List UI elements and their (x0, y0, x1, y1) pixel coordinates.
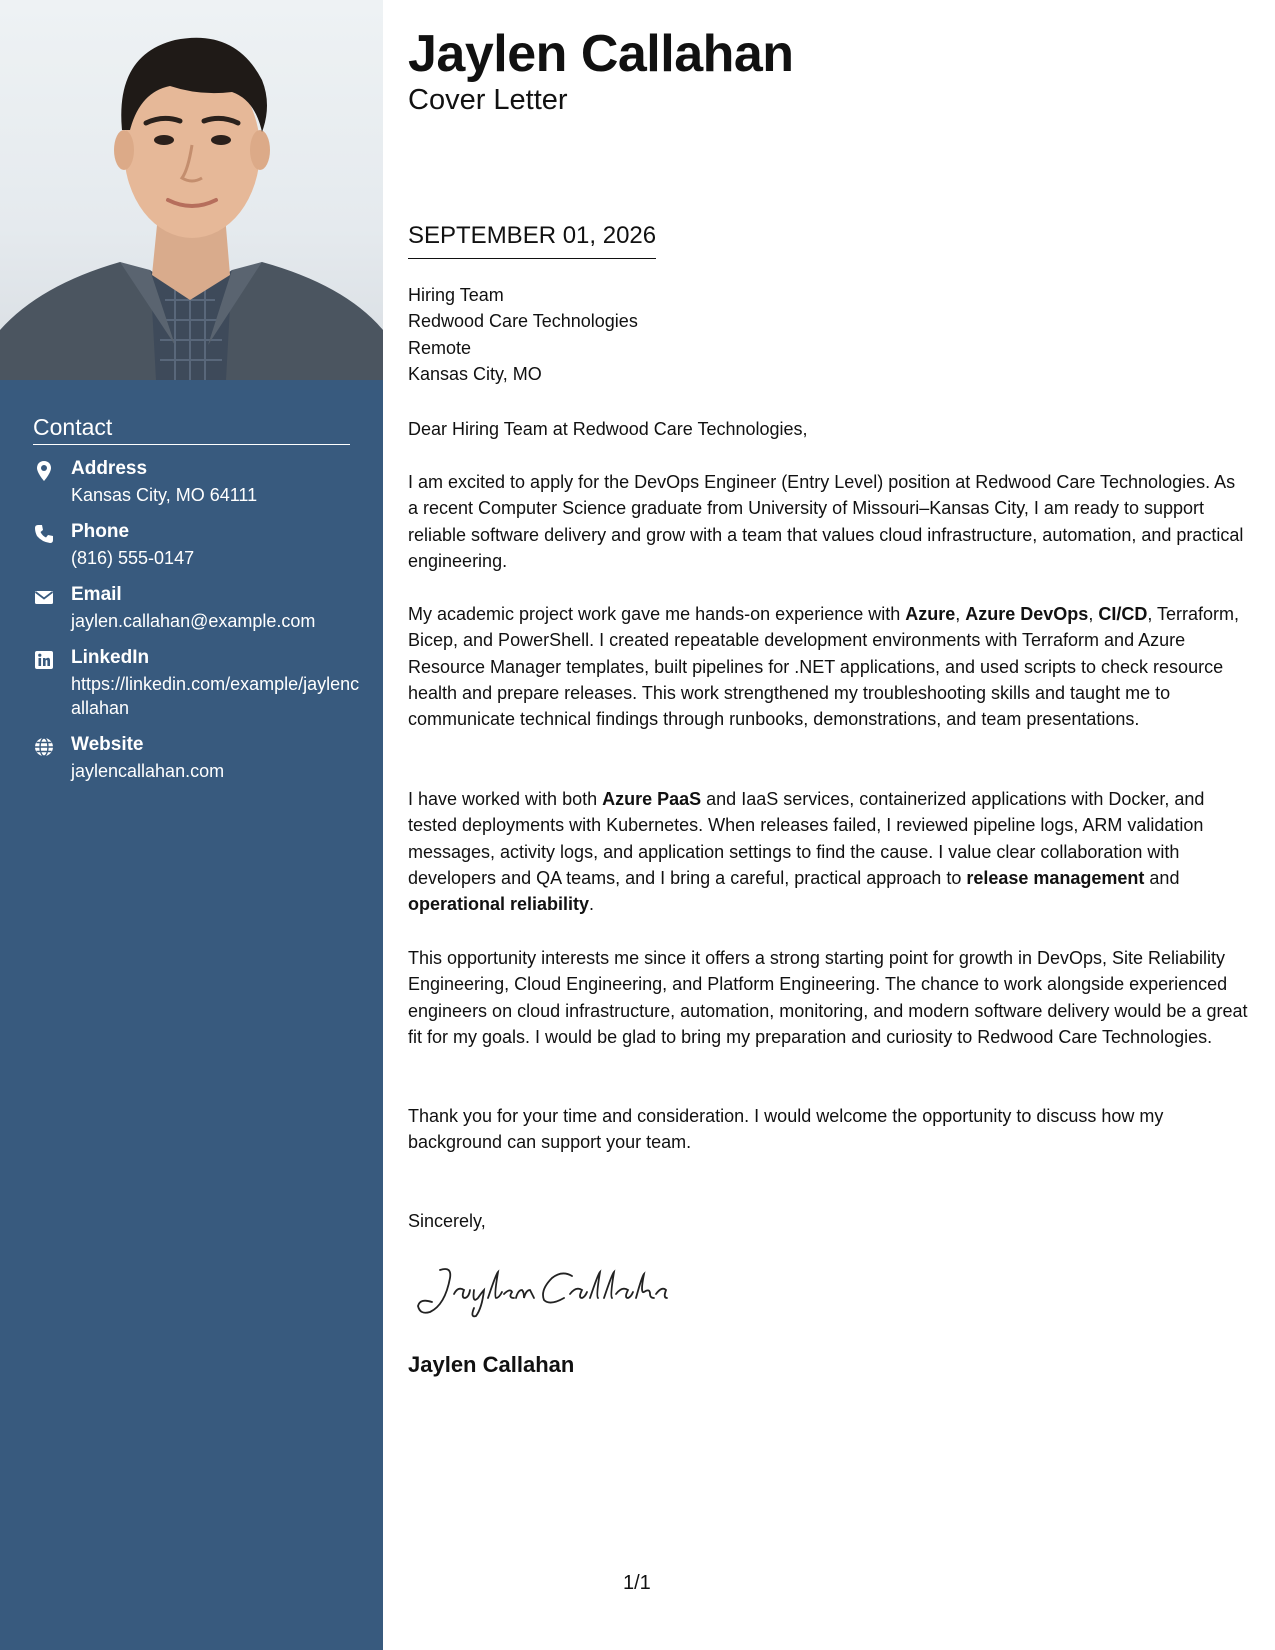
text-run: My academic project work gave me hands-on experience with (408, 604, 906, 624)
recipient-line: Redwood Care Technologies (408, 311, 638, 332)
contact-heading: Contact (33, 414, 113, 440)
page-number: 1/1 (623, 1572, 651, 1594)
signed-name: Jaylen Callahan (408, 1352, 575, 1377)
bold-run: Azure PaaS (602, 789, 702, 809)
contact-value[interactable]: jaylencallahan.com (71, 761, 225, 781)
paragraph-text: Thank you for your time and consideration. I would welcome the opportunity to discuss how my background can support your team. (408, 1106, 1164, 1153)
recipient-line: Remote (408, 337, 472, 358)
applicant-name: Jaylen Callahan (408, 25, 794, 83)
text-run: , Terraform, Bicep, and PowerShell. I created repeatable development environments with Terraform and Azure Resource Manager templates, built pipelines for .NET applications, and used scripts to check resource health and prepare releases. This work strengthened my troubleshooting skills and taught me to communicate technical findings through runbooks, demonstrations, and team presentations. (408, 604, 1240, 730)
paragraph-closing (408, 1103, 1248, 1156)
globe-icon (33, 736, 55, 758)
contact-label: Phone (71, 521, 130, 542)
contact-value: (816) 555-0147 (71, 548, 195, 568)
text-run: , (1088, 604, 1099, 624)
recipient-address (408, 282, 638, 387)
closing-salutation: Sincerely, (408, 1211, 486, 1231)
text-run: . (589, 894, 595, 915)
contact-label: Address (71, 458, 148, 479)
contact-label: Website (71, 734, 144, 755)
bold-run: operational reliability (408, 894, 590, 915)
paragraph-motivation (408, 945, 1248, 1050)
text-run: and (1144, 867, 1180, 888)
letter-date: SEPTEMBER 01, 2026 (408, 222, 656, 259)
contact-label: LinkedIn (71, 647, 150, 668)
bold-run: release management (966, 867, 1145, 888)
bold-run: Azure DevOps (965, 604, 1089, 624)
paragraph-experience (408, 601, 1248, 732)
paragraph-text: I am excited to apply for the DevOps Engineer (Entry Level) position at Redwood Care Technologies. As a recent Computer Science graduate from University of Missouri–Kansas City, I am ready to support reliable software delivery and grow with a team that values cloud infrastructure, automation, and practical engineering. (408, 472, 1244, 571)
document-subtitle: Cover Letter (408, 84, 568, 116)
map-pin-icon (33, 460, 55, 482)
bold-run: Azure (905, 604, 956, 624)
phone-icon (33, 523, 55, 545)
paragraph-text: This opportunity interests me since it offers a strong starting point for growth in DevOps, Site Reliability Engineering, Cloud Engineering, and Platform Engineering. The chance to work alongside experienced engineers on cloud infrastructure, automation, monitoring, and modern software delivery would be a great fit for my goals. I would be glad to bring my preparation and curiosity to Redwood Care Technologies. (408, 948, 1248, 1047)
recipient-line: Hiring Team (408, 285, 504, 305)
salutation: Dear Hiring Team at Redwood Care Technologies, (408, 419, 808, 439)
handwritten-signature (412, 1260, 672, 1325)
linkedin-icon (33, 649, 55, 671)
recipient-line: Kansas City, MO (408, 363, 542, 384)
contact-label: Email (71, 584, 122, 605)
contact-value: Kansas City, MO 64111 (71, 485, 258, 505)
text-run: and IaaS services, containerized applications with Docker, and tested deployments with Kubernetes. When releases failed, I reviewed pipeline logs, ARM validation messages, activity logs, and application settings to find the cause. I value clear collaboration with developers and QA teams, and I bring a careful, practical approach to (408, 789, 1205, 888)
text-run: I have worked with both (408, 789, 603, 809)
contact-value: jaylen.callahan@example.com (71, 611, 316, 631)
envelope-icon (33, 586, 55, 608)
contact-value[interactable]: https://linkedin.com/example/jaylencallahan (71, 674, 360, 718)
paragraph-skills (408, 786, 1248, 917)
paragraph-intro (408, 469, 1248, 574)
contact-divider (33, 444, 350, 445)
bold-run: CI/CD (1098, 604, 1148, 624)
text-run: , (955, 604, 966, 624)
sidebar (0, 0, 383, 1650)
profile-photo (0, 0, 383, 380)
